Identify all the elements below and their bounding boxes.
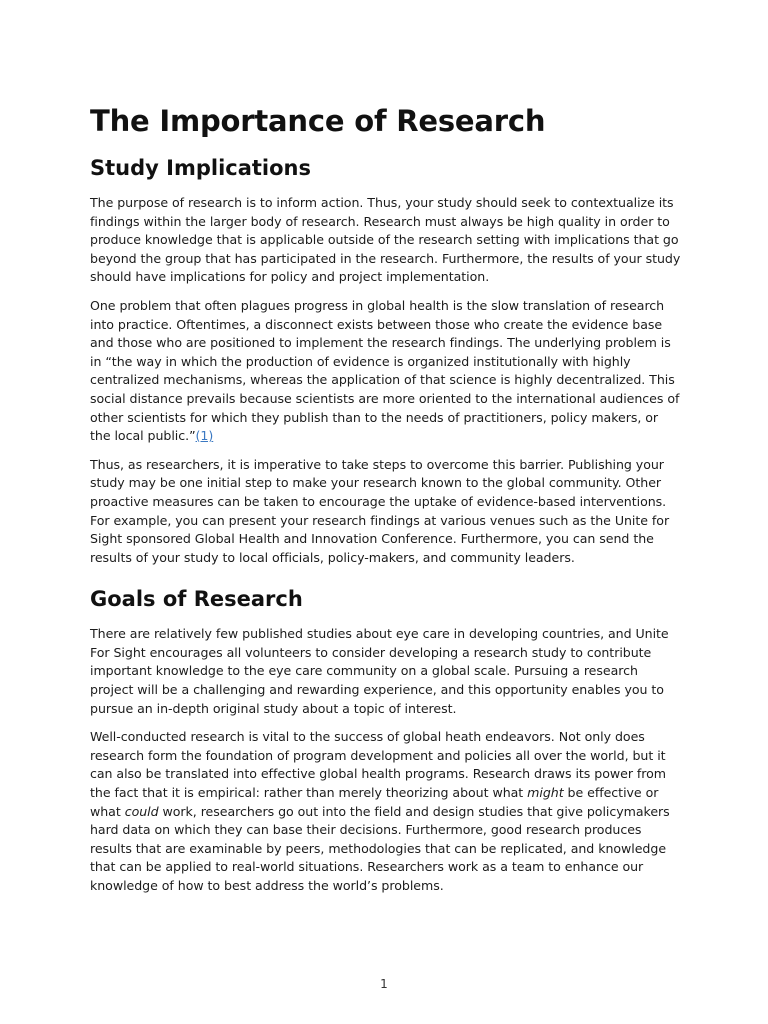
- section-heading-study-implications: Study Implications: [90, 156, 312, 180]
- paragraph: The purpose of research is to inform action. Thus, your study should seek to contextualize its findings within the larger body of research. Research must always be high quality in order to produce knowledge that is applicable outside of the research setting with implications that go beyond the group that has participated in the research. Furthermore, the results of your study should have implications for policy and project implementation.: [90, 195, 681, 285]
- section-heading-goals-of-research: Goals of Research: [90, 587, 303, 612]
- emphasis-text: might: [527, 785, 564, 801]
- paragraph-text: One problem that often plagues progress in global health is the slow translation of research into practice. Oftentimes, a disconnect exists between those who create the evidence base and those who are positioned to implement the research findings. The underlying problem is in “the way in which the production of evidence is organized institutionally with highly centralized mechanisms, whereas the application of that science is highly decentralized. This social distance prevails because scientists are more oriented to the international audiences of other scientists for which they publish than to the needs of practitioners, policy makers, or the local public.”: [90, 297, 680, 444]
- paragraph-text: Well-conducted research is vital to the success of global heath endeavors. Not only does research form the foundation of program development and policies all over the world, but it can also be translated into effective global health programs. Research draws its power from the fact that it is empirical: rather than merely theorizing about what: [90, 729, 667, 801]
- paragraph: Thus, as researchers, it is imperative to take steps to overcome this barrier. Publishing your study may be one initial step to make your research known to the global community. Other proactive measures can be taken to encourage the uptake of evidence-based interventions. For example, you can present your research findings at various venues such as the Unite for Sight sponsored Global Health and Innovation Conference. Furthermore, you can send the results of your study to local officials, policy-makers, and community leaders.: [90, 456, 670, 565]
- page-content: [90, 102, 682, 906]
- paragraph: [90, 728, 682, 895]
- paragraph-text: work, researchers go out into the field and design studies that give policymakers hard data on which they can base their decisions. Furthermore, good research produces results that are examinable by peers, methodologies that can be replicated, and knowledge that can be applied to real-world situations. Researchers work as a team to enhance our knowledge of how to best address the world’s problems.: [90, 803, 670, 893]
- emphasis-text: could: [124, 803, 159, 819]
- paragraph-text: be effective or what: [90, 785, 659, 819]
- paragraph: There are relatively few published studies about eye care in developing countries, and Unite For Sight encourages all volunteers to consider developing a research study to contribute important knowledge to the eye care community on a global scale. Pursuing a research project will be a challenging and rewarding experience, and this opportunity enables you to pursue an in-depth original study about a topic of interest.: [90, 626, 669, 716]
- paragraph: [90, 297, 682, 446]
- page-number: 1: [380, 977, 388, 991]
- page-title: The Importance of Research: [90, 104, 546, 138]
- reference-link[interactable]: (1): [195, 428, 214, 444]
